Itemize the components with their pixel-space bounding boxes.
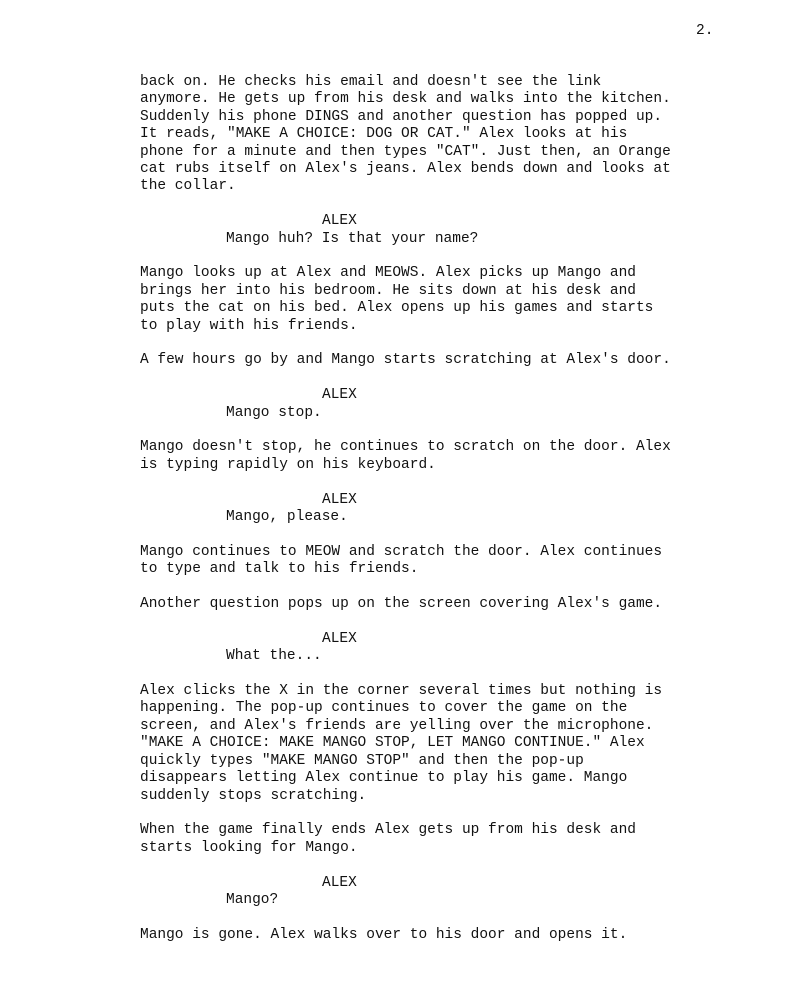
action-paragraph: Mango is gone. Alex walks over to his door and opens it.: [140, 926, 628, 943]
dialogue-line: Mango huh? Is that your name?: [226, 230, 479, 247]
dialogue-block: [140, 492, 740, 527]
screenplay-body: [140, 74, 740, 962]
action-paragraph: Mango looks up at Alex and MEOWS. Alex picks up Mango and brings her into his bedroom. He sits down at his desk and puts the cat on his bed. Alex opens up his games and starts to play with his friends.: [140, 265, 654, 334]
dialogue-line: What the...: [226, 648, 322, 665]
action-paragraph: Another question pops up on the screen covering Alex's game.: [140, 596, 663, 613]
character-name: ALEX: [322, 213, 357, 230]
action-paragraph: Alex clicks the X in the corner several times but nothing is happening. The pop-up continues to cover the game on the screen, and Alex's friends are yelling over the microphone. "MAKE A CHOICE: MAKE MANGO STOP, LET MANGO CONTINUE." Alex quickly types "MAKE MANGO STOP" and then the pop-up disappears letting Alex continue to play his game. Mango suddenly stops scratching.: [140, 683, 663, 804]
action-paragraph: When the game finally ends Alex gets up from his desk and starts looking for Mango.: [140, 822, 636, 856]
dialogue-block: [140, 213, 740, 248]
character-name: ALEX: [322, 874, 357, 891]
dialogue-line: Mango?: [226, 891, 279, 908]
action-paragraph: A few hours go by and Mango starts scratching at Alex's door.: [140, 352, 671, 369]
dialogue-block: [140, 631, 740, 666]
action-paragraph: Mango doesn't stop, he continues to scratch on the door. Alex is typing rapidly on his keyboard.: [140, 439, 671, 473]
character-name: ALEX: [322, 387, 357, 404]
action-paragraph: Mango continues to MEOW and scratch the door. Alex continues to type and talk to his friends.: [140, 543, 663, 578]
dialogue-block: [140, 875, 740, 910]
action-paragraph: back on. He checks his email and doesn't see the link anymore. He gets up from his desk and walks into the kitchen. Suddenly his phone DINGS and another question has popped up. It reads, "MAKE A CHOICE: DOG OR CAT." Alex looks at his phone for a minute and then types "CAT". Just then, an Orange cat rubs itself on Alex's jeans. Alex bends down and looks at the collar.: [140, 74, 671, 195]
dialogue-line: Mango, please.: [226, 509, 348, 526]
character-name: ALEX: [322, 491, 357, 508]
dialogue-block: [140, 387, 740, 422]
character-name: ALEX: [322, 630, 357, 647]
dialogue-line: Mango stop.: [226, 404, 322, 421]
page-number: 2.: [696, 23, 714, 39]
